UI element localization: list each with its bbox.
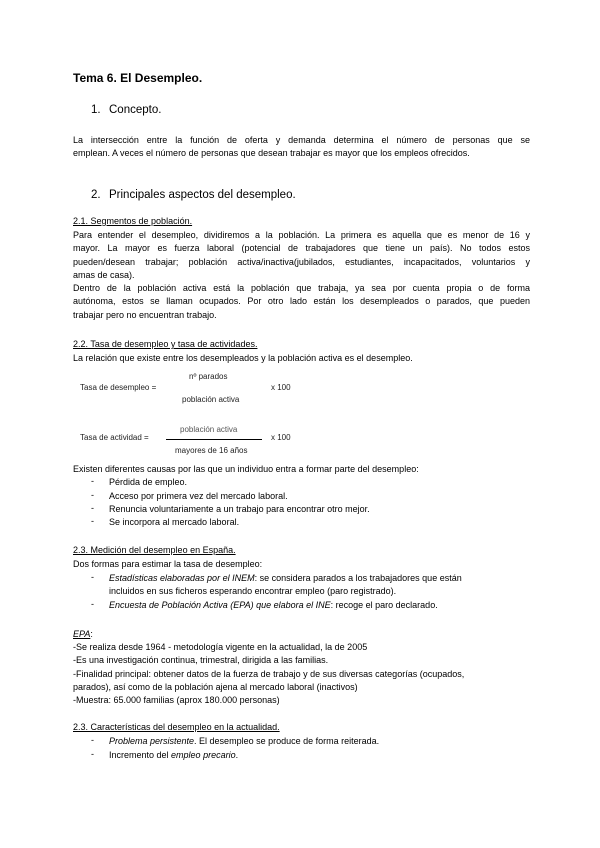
cause-item: Renuncia voluntariamente a un trabajo para encontrar otro mejor. (109, 504, 370, 514)
concept-line-1: La intersección entre la función de oferta y demanda determina el número de personas que se (73, 135, 530, 145)
cause-item: Pérdida de empleo. (109, 477, 188, 487)
document-title: Tema 6. El Desempleo. (73, 71, 203, 85)
cause-item: Se incorpora al mercado laboral. (109, 517, 240, 527)
formula-1-label: Tasa de desempleo = (80, 383, 157, 392)
formula-1-denominator: población activa (182, 395, 240, 404)
formula-2-denominator: mayores de 16 años (175, 446, 248, 455)
measurement-intro-text: Dos formas para estimar la tasa de desempleo: (73, 559, 263, 569)
formula-1-multiplier: x 100 (271, 383, 291, 392)
epa-line: parados), así como de la población ajena al mercado laboral (inactivos) (73, 682, 358, 692)
segments-line: trabajar pero no encuentran trabajo. (73, 309, 217, 320)
segments-line: pueden/desean trabajar; población activa/inactiva(jubilados, estudiantes, incapacitados, voluntarios y (73, 256, 530, 267)
formula-2-label: Tasa de actividad = (80, 433, 149, 442)
subsection-2-1-heading: 2.1. Segmentos de población. (73, 216, 193, 226)
subsection-characteristics-heading: 2.3. Características del desempleo en la actualidad. (73, 722, 280, 732)
epa-line: -Finalidad principal: obtener datos de la fuerza de trabajo y de sus diversas categorías (ocupados, (73, 669, 465, 679)
section-2-number: 2. (91, 189, 101, 201)
section-1-number: 1. (91, 104, 101, 116)
section-1-heading: Concepto. (109, 104, 162, 116)
epa-line: -Se realiza desde 1964 - metodología vigente en la actualidad, la de 2005 (73, 642, 368, 652)
subsection-2-3-heading: 2.3. Medición del desempleo en España. (73, 545, 236, 555)
epa-line: -Es una investigación continua, trimestral, dirigida a las familias. (73, 655, 329, 665)
segments-line: amas de casa). (73, 269, 135, 280)
segments-line: Dentro de la población activa está la población que trabaja, ya sea por cuenta propia o de forma (73, 283, 530, 294)
concept-line-2: emplean. A veces el número de personas que desean trabajar es mayor que los empleos ofrecidos. (73, 148, 470, 159)
measurement-item-epa: Encuesta de Población Activa (EPA) que elabora el INE: recoge el paro declarado. (109, 600, 438, 610)
formula-2-numerator: población activa (180, 425, 238, 434)
epa-heading: EPA: (73, 629, 93, 639)
causes-intro-text: Existen diferentes causas por las que un individuo entra a formar parte del desempleo: (73, 464, 419, 474)
segments-line: Para entender el desempleo, dividiremos a la población. La primera es aquella que es menor de 16 y (73, 230, 530, 240)
segments-line: mayor. La mayor es fuerza laboral (potencial de trabajadores que tiene un país). No todos estos (73, 243, 530, 254)
epa-line: -Muestra: 65.000 familias (aprox 180.000 personas) (73, 695, 280, 705)
document-page: Tema 6. El Desempleo. 1. Concepto. La intersección entre la función de oferta y demanda determina el número de personas que se emplean. A veces el número de personas que desean trabajar es mayor que los empleos ofrecidos. 2. Principales aspectos del desempleo. 2.1. Segmentos de población. Para entender el desempleo, dividiremos a la población. La primera es aquella que es menor de 16 y mayor. La mayor es fuerza laboral (potencial de trabajadores que tiene un país). No todos estos pueden/desean trabajar; población activa/inactiva(jubilados, estudiantes, incapacitados, voluntarios y amas de casa). Dentro de la población activa está la población que trabaja, ya sea por cuenta propia o de forma autónoma, estos se llaman ocupados. Por otro lado están los desempleados o parados, que pueden trabajar pero no encuentran trabajo. 2.2. Tasa de desempleo y tasa de actividades. La relación que existe entre los desempleados y la población activa es el desempleo. Tasa de desempleo = nº parados población activa x 100 Tasa de actividad = población activa mayores de 16 años x 100 Existen diferentes causas por las que un individuo entra a formar parte del desempleo: - Pérdida de empleo. - Acceso por primera vez del mercado laboral. - Renuncia voluntariamente a un trabajo para encontrar otro mejor. - Se incorpora al mercado laboral. 2.3. Medición del desempleo en España. Dos formas para estimar la tasa de desempleo: - Estadísticas elaboradas por el INEM: se considera parados a los trabajadores que están incluidos en sus ficheros esperando encontrar empleo (paro registrado). - Encuesta de Población Activa (EPA) que elabora el INE: recoge el paro declarado. EPA: -Se realiza desde 1964 - metodología vigente en la actualidad, la de 2005 -Es una investigación continua, trimestral, dirigida a las familias. -Finalidad principal: obtener datos de la fuerza de trabajo y de sus diversas categorías (ocupados, parados), así como de la población ajena al mercado laboral (inactivos) -Muestra: 65.000 familias (aprox 180.000 personas) 2.3. Características del desempleo en la actualidad. - Problema persistente. El desempleo se produce de forma reiterada. - Incremento del empleo precario. (73, 71, 530, 760)
formula-2-fraction-bar (166, 439, 262, 440)
section-2-heading: Principales aspectos del desempleo. (109, 189, 296, 201)
measurement-item-inem: Estadísticas elaboradas por el INEM: se considera parados a los trabajadores que están (109, 573, 462, 583)
subsection-2-2-heading: 2.2. Tasa de desempleo y tasa de actividades. (73, 339, 258, 349)
rate-intro-text: La relación que existe entre los desempleados y la población activa es el desempleo. (73, 353, 413, 363)
characteristic-item-persistent: Problema persistente. El desempleo se produce de forma reiterada. (109, 736, 380, 746)
characteristic-item-precarious: Incremento del empleo precario. (109, 750, 239, 760)
concept-paragraph (73, 134, 530, 161)
measurement-item-inem-cont: incluidos en sus ficheros esperando encontrar empleo (paro registrado). (109, 586, 397, 596)
formula-2-multiplier: x 100 (271, 433, 291, 442)
cause-item: Acceso por primera vez del mercado laboral. (109, 491, 288, 501)
segments-paragraph (73, 229, 530, 322)
segments-line: autónoma, estos se llaman ocupados. Por otro lado están los desempleados o parados, que pueden (73, 296, 530, 307)
formula-1-numerator: nº parados (189, 372, 228, 381)
